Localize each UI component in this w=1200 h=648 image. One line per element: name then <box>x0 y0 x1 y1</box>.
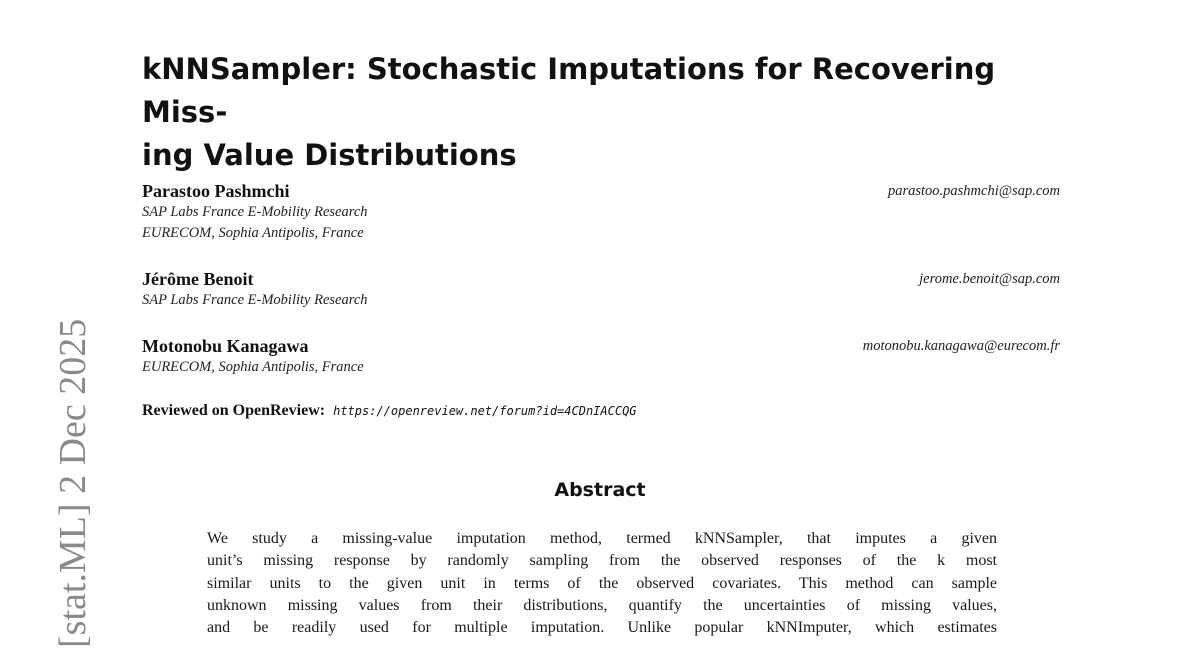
author-email[interactable]: parastoo.pashmchi@sap.com <box>887 183 1060 199</box>
author-email[interactable]: motonobu.kanagawa@eurecom.fr <box>862 338 1060 354</box>
arxiv-side-stamp: [stat.ML] 2 Dec 2025 <box>52 318 94 648</box>
author-affiliation: SAP Labs France E-Mobility Research <box>142 292 368 308</box>
abstract-heading: Abstract <box>554 479 646 501</box>
paper-title <box>142 48 1062 177</box>
abstract-body <box>207 528 997 639</box>
author-affiliation: EURECOM, Sophia Antipolis, France <box>142 225 364 241</box>
author-name: Jérôme Benoit <box>142 269 254 289</box>
abstract-line: unit’s missing response by randomly sampling from the observed responses of the k most <box>207 552 997 570</box>
paper-title-line-2: ing Value Distributions <box>142 138 517 172</box>
author-affiliation: SAP Labs France E-Mobility Research <box>142 204 368 220</box>
author-email[interactable]: jerome.benoit@sap.com <box>919 271 1060 287</box>
openreview-label: Reviewed on OpenReview: <box>142 402 326 419</box>
abstract-line: and be readily used for multiple imputation. Unlike popular kNNImputer, which estimates <box>207 619 997 637</box>
author-name: Parastoo Pashmchi <box>142 181 290 201</box>
abstract-line: unknown missing values from their distributions, quantify the uncertainties of missing values, <box>207 596 997 614</box>
author-block-1 <box>142 180 1060 244</box>
paper-title-line-1: kNNSampler: Stochastic Imputations for Recovering Miss- <box>142 52 996 129</box>
author-name: Motonobu Kanagawa <box>142 336 309 356</box>
abstract-line: We study a missing-value imputation method, termed kNNSampler, that imputes a given <box>207 530 997 547</box>
openreview-line <box>142 400 637 422</box>
openreview-link[interactable]: https://openreview.net/forum?id=4CDnIACCQG <box>333 404 637 418</box>
author-affiliation: EURECOM, Sophia Antipolis, France <box>142 359 364 375</box>
author-block-3 <box>142 335 1060 378</box>
author-block-2 <box>142 268 1060 311</box>
abstract-line: similar units to the given unit in terms of the observed covariates. This method can sample <box>207 574 997 592</box>
